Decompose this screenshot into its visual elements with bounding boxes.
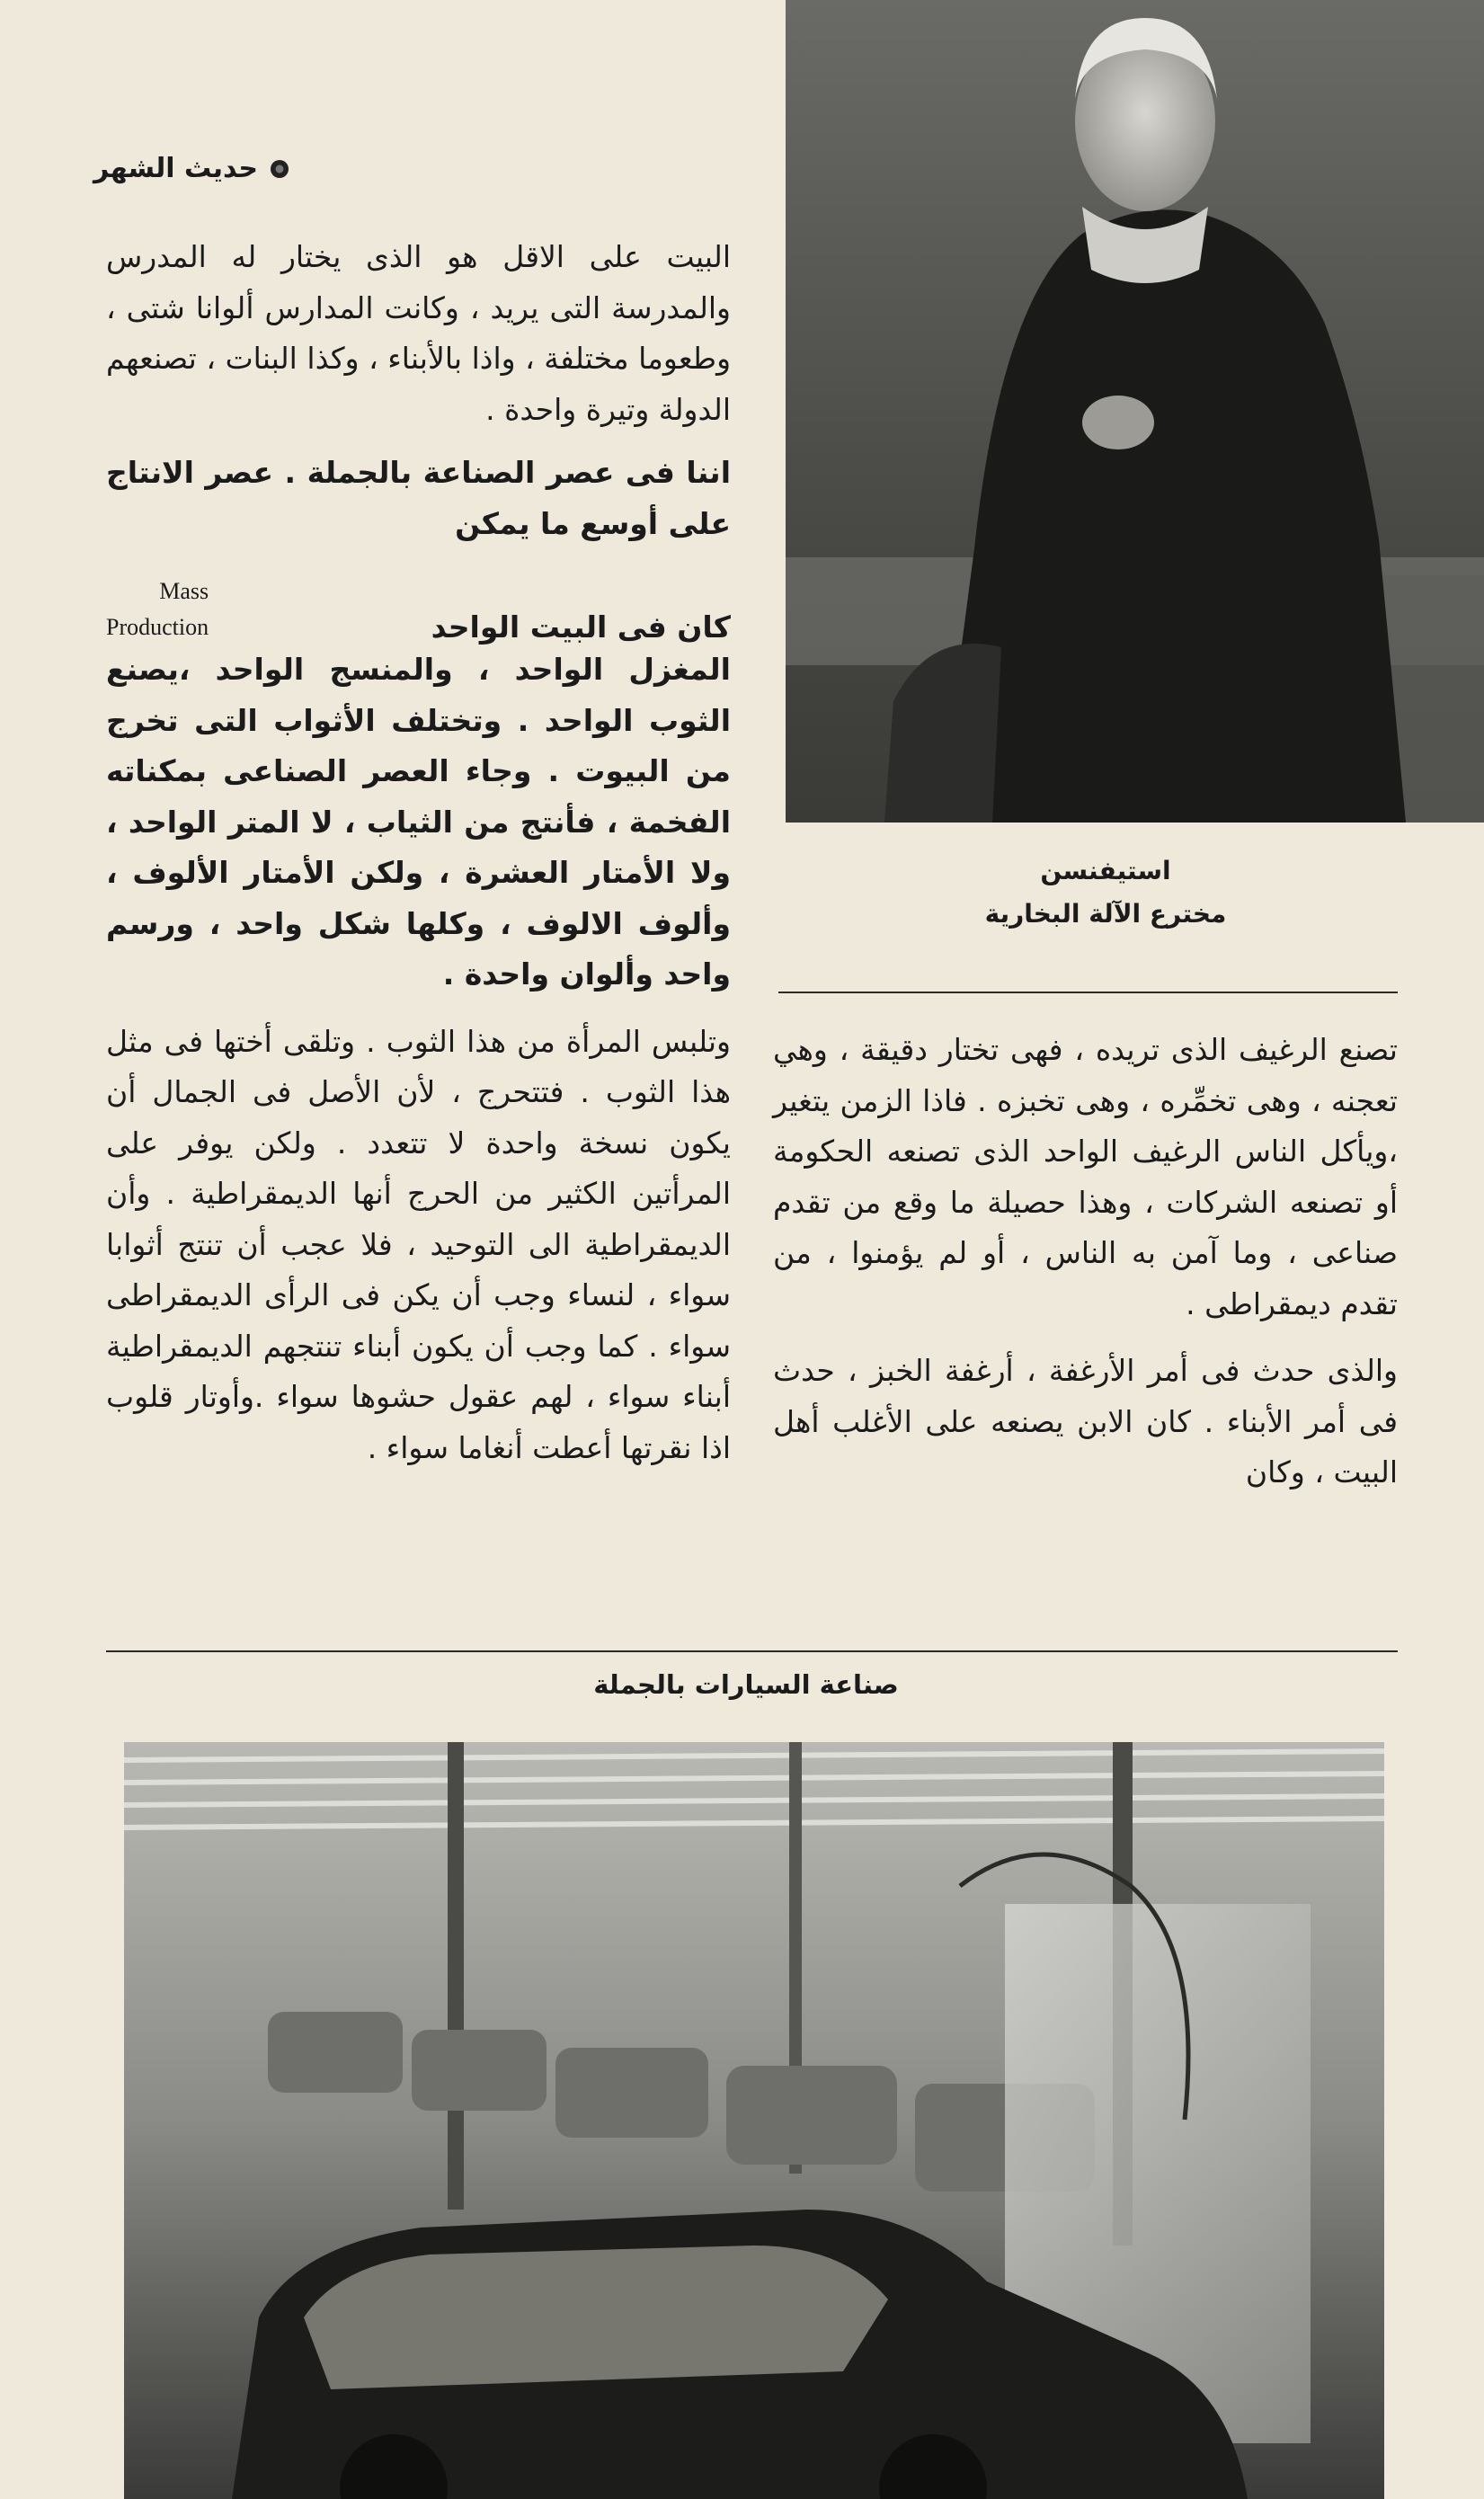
bold-paragraph: المغزل الواحد ، والمنسج الواحد ،يصنع الثوب الواحد . وتختلف الأثواب التى تخرج من البيوت . وجاء العصر الصناعى بمكناته الفخمة ، فأنتج من الثياب ، لا المتر الواحد ، ولا الأمتار العشرة ، ولكن الأمتار الألوف ، وألوف الالوف ، وكلها شكل واحد ، ورسم واحد وألوان واحدة . <box>106 652 731 992</box>
portrait-illustration <box>786 0 1484 823</box>
bold-phrase: كان فى البيت الواحد <box>431 609 731 645</box>
mass-production-terms <box>106 549 731 645</box>
english-terms <box>106 578 209 645</box>
bold-intro: اننا فى عصر الصناعة بالجملة . عصر الانتاج على أوسع ما يمكن <box>106 455 731 541</box>
term-production: Production <box>106 614 209 640</box>
paragraph: وتلبس المرأة من هذا الثوب . وتلقى أختها فى مثل هذا الثوب . فتتحرج ، لأن الأصل فى الجمال أن يكون نسخة واحدة لا تتعدد . ولكن يوفر على المرأتين الكثير من الحرج أنها الديمقراطية . وأن الديمقراطية الى التوحيد ، فلا عجب أن تنتج أثوابا سواء ، لنساء وجب أن يكن فى الرأى الديمقراطى سواء . كما وجب أن يكون أبناء تنتجهم الديمقراطية أبناء سواء ، لهم عقول حشوها سواء .وأوتار قلوب اذا نقرتها أعطت أنغاما سواء . <box>106 1023 731 1465</box>
divider <box>778 992 1398 993</box>
section-header <box>93 153 289 184</box>
bullet-icon <box>271 160 289 178</box>
paragraph: تصنع الرغيف الذى تريده ، فهى تختار دقيقة ، وهي تعجنه ، وهى تخمِّره ، وهى تخبزه . فاذا الزمن يتغير ،ويأكل الناس الرغيف الواحد الذى تصنعه الحكومة أو تصنعه الشركات ، وهذا حصيلة ما وقع من تقدم صناعى ، وما آمن به الناس ، أو لم يؤمنوا ، من تقدم ديمقراطى . <box>773 1032 1398 1321</box>
portrait-caption <box>890 849 1321 936</box>
factory-caption: صناعة السيارات بالجملة <box>593 1669 899 1700</box>
paragraph: البيت على الاقل هو الذى يختار له المدرس والمدرسة التى يريد ، وكانت المدارس ألوانا شتى ، وطعوما مختلفة ، واذا بالأبناء ، وكذا البنات ، تصنعهم الدولة وتيرة واحدة . <box>106 239 731 427</box>
section-title: حديث الشهر <box>93 153 258 184</box>
caption-description: مخترع الآلة البخارية <box>984 899 1227 929</box>
paragraph: والذى حدث فى أمر الأرغفة ، أرغفة الخبز ، حدث فى أمر الأبناء . كان الابن يصنعه على الأغلب أهل البيت ، وكان <box>773 1353 1398 1490</box>
divider <box>106 1650 1398 1652</box>
right-column <box>773 1025 1398 1511</box>
factory-illustration <box>124 1742 1384 2499</box>
factory-photo <box>124 1742 1384 2499</box>
left-column <box>106 232 731 1486</box>
portrait-photo <box>786 0 1484 823</box>
caption-name: استيفنسن <box>1040 856 1171 885</box>
term-mass: Mass <box>159 578 209 604</box>
